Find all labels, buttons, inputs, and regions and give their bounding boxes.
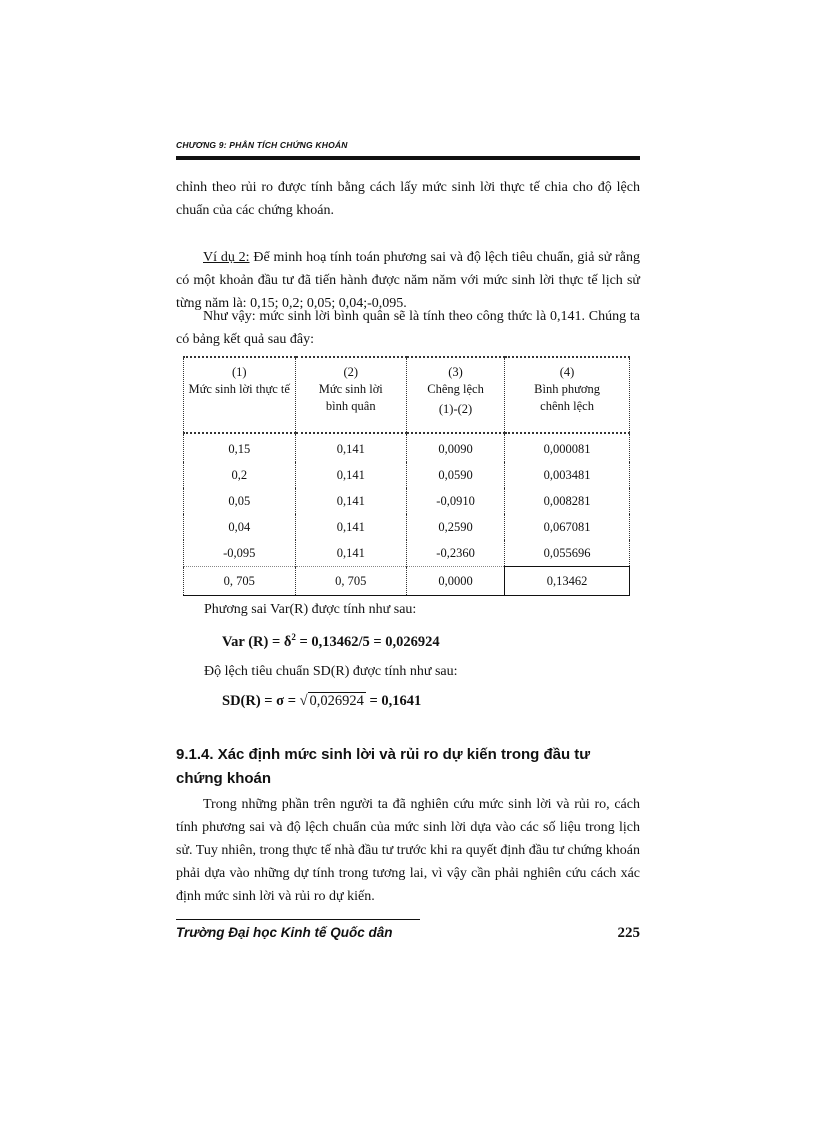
- total-cell-boxed: 0,13462: [505, 567, 630, 596]
- table-cell: 0,15: [184, 433, 296, 462]
- table-cell: -0,095: [184, 540, 296, 567]
- table-cell: 0,067081: [505, 514, 630, 540]
- sqrt-icon: √: [299, 693, 308, 709]
- table-cell: 0,05: [184, 488, 296, 514]
- table-cell: -0,2360: [407, 540, 505, 567]
- table-cell: -0,0910: [407, 488, 505, 514]
- table-cell: 0,2: [184, 462, 296, 488]
- header-num: (1): [231, 365, 247, 379]
- header-num: (4): [559, 365, 575, 379]
- variance-rhs: = 0,13462/5 = 0,026924: [295, 633, 440, 650]
- table-cell: 0,141: [295, 462, 407, 488]
- header-rule: [176, 156, 640, 160]
- stddev-rhs: = 0,1641: [365, 693, 422, 709]
- table-cell: 0,141: [295, 540, 407, 567]
- variance-exponent: 2: [291, 632, 296, 642]
- table-cell: 0,0090: [407, 433, 505, 462]
- table-cell: 0,141: [295, 433, 407, 462]
- table-row: [184, 540, 630, 567]
- header-sub: chênh lệch: [540, 399, 594, 413]
- total-cell: 0, 705: [295, 567, 407, 596]
- header-col-2: [295, 357, 407, 433]
- chapter-header: CHƯƠNG 9: PHÂN TÍCH CHỨNG KHOÁN: [176, 140, 348, 150]
- header-col-3: [407, 357, 505, 433]
- table-row: [184, 514, 630, 540]
- table-cell: 0,055696: [505, 540, 630, 567]
- header-label: Mức sinh lời: [318, 382, 383, 396]
- stddev-formula: [222, 693, 421, 710]
- header-sub: (1)-(2): [438, 402, 473, 416]
- sqrt-argument: 0,026924: [309, 693, 364, 709]
- table-row: [184, 433, 630, 462]
- total-cell: 0, 705: [184, 567, 296, 596]
- footer-institution: Trường Đại học Kinh tế Quốc dân: [176, 925, 393, 940]
- table-row: [184, 488, 630, 514]
- header-num: (2): [343, 365, 359, 379]
- header-label: Mức sinh lời thực tế: [188, 382, 290, 396]
- total-cell: 0,0000: [407, 567, 505, 596]
- variance-lhs: Var (R) = δ: [222, 633, 292, 650]
- footer-rule: [176, 919, 420, 920]
- header-sub: bình quân: [325, 399, 376, 413]
- results-table: [183, 356, 630, 596]
- page-number: 225: [617, 925, 640, 941]
- paragraph-mean-return: Như vậy: mức sinh lời bình quân sẽ là tính theo công thức là 0,141. Chúng ta có bảng kết quả sau đây:: [176, 309, 640, 347]
- header-label: Chêng lệch: [427, 382, 484, 396]
- header-col-1: [184, 357, 296, 433]
- table-header-row: [184, 357, 630, 433]
- table-cell: 0,141: [295, 488, 407, 514]
- table-total-row: [184, 567, 630, 596]
- header-col-4: [505, 357, 630, 433]
- table-cell: 0,0590: [407, 462, 505, 488]
- example-label: Ví dụ 2:: [203, 250, 250, 265]
- variance-formula: [222, 632, 440, 651]
- table-row: [184, 462, 630, 488]
- table-cell: 0,04: [184, 514, 296, 540]
- section-paragraph: Trong những phần trên người ta đã nghiên cứu mức sinh lời và rủi ro, cách tính phương sai và độ lệch chuẩn của mức sinh lời dựa vào các số liệu trong lịch sử. Tuy nhiên, trong thực tế nhà đầu tư trước khi ra quyết định đầu tư chứng khoán phải dựa vào những dự tính trong tương lai, vì vậy cần phải nghiên cứu cách xác định mức sinh lời và rủi ro dự kiến.: [176, 797, 640, 904]
- table-cell: 0,008281: [505, 488, 630, 514]
- table-cell: 0,000081: [505, 433, 630, 462]
- variance-intro: Phương sai Var(R) được tính như sau:: [204, 602, 417, 617]
- table-cell: 0,003481: [505, 462, 630, 488]
- header-label: Bình phương: [534, 382, 600, 396]
- table-cell: 0,141: [295, 514, 407, 540]
- header-num: (3): [448, 365, 463, 379]
- paragraph-continued: chỉnh theo rủi ro được tính bằng cách lấy mức sinh lời thực tế chia cho độ lệch chuẩn của các chứng khoán.: [176, 180, 640, 218]
- stddev-intro: Độ lệch tiêu chuẩn SD(R) được tính như sau:: [204, 664, 458, 679]
- example-text: Để minh hoạ tính toán phương sai và độ lệch tiêu chuẩn, giả sử rằng có một khoản đầu tư đã tiến hành được năm năm với mức sinh lời thực tế lịch sử từng năm là: 0,15; 0,2; 0,05; 0,04;-0,095.: [176, 250, 640, 311]
- table-cell: 0,2590: [407, 514, 505, 540]
- section-heading: 9.1.4. Xác định mức sinh lời và rủi ro dự kiến trong đầu tư chứng khoán: [176, 746, 591, 787]
- stddev-lhs: SD(R) = σ =: [222, 693, 300, 709]
